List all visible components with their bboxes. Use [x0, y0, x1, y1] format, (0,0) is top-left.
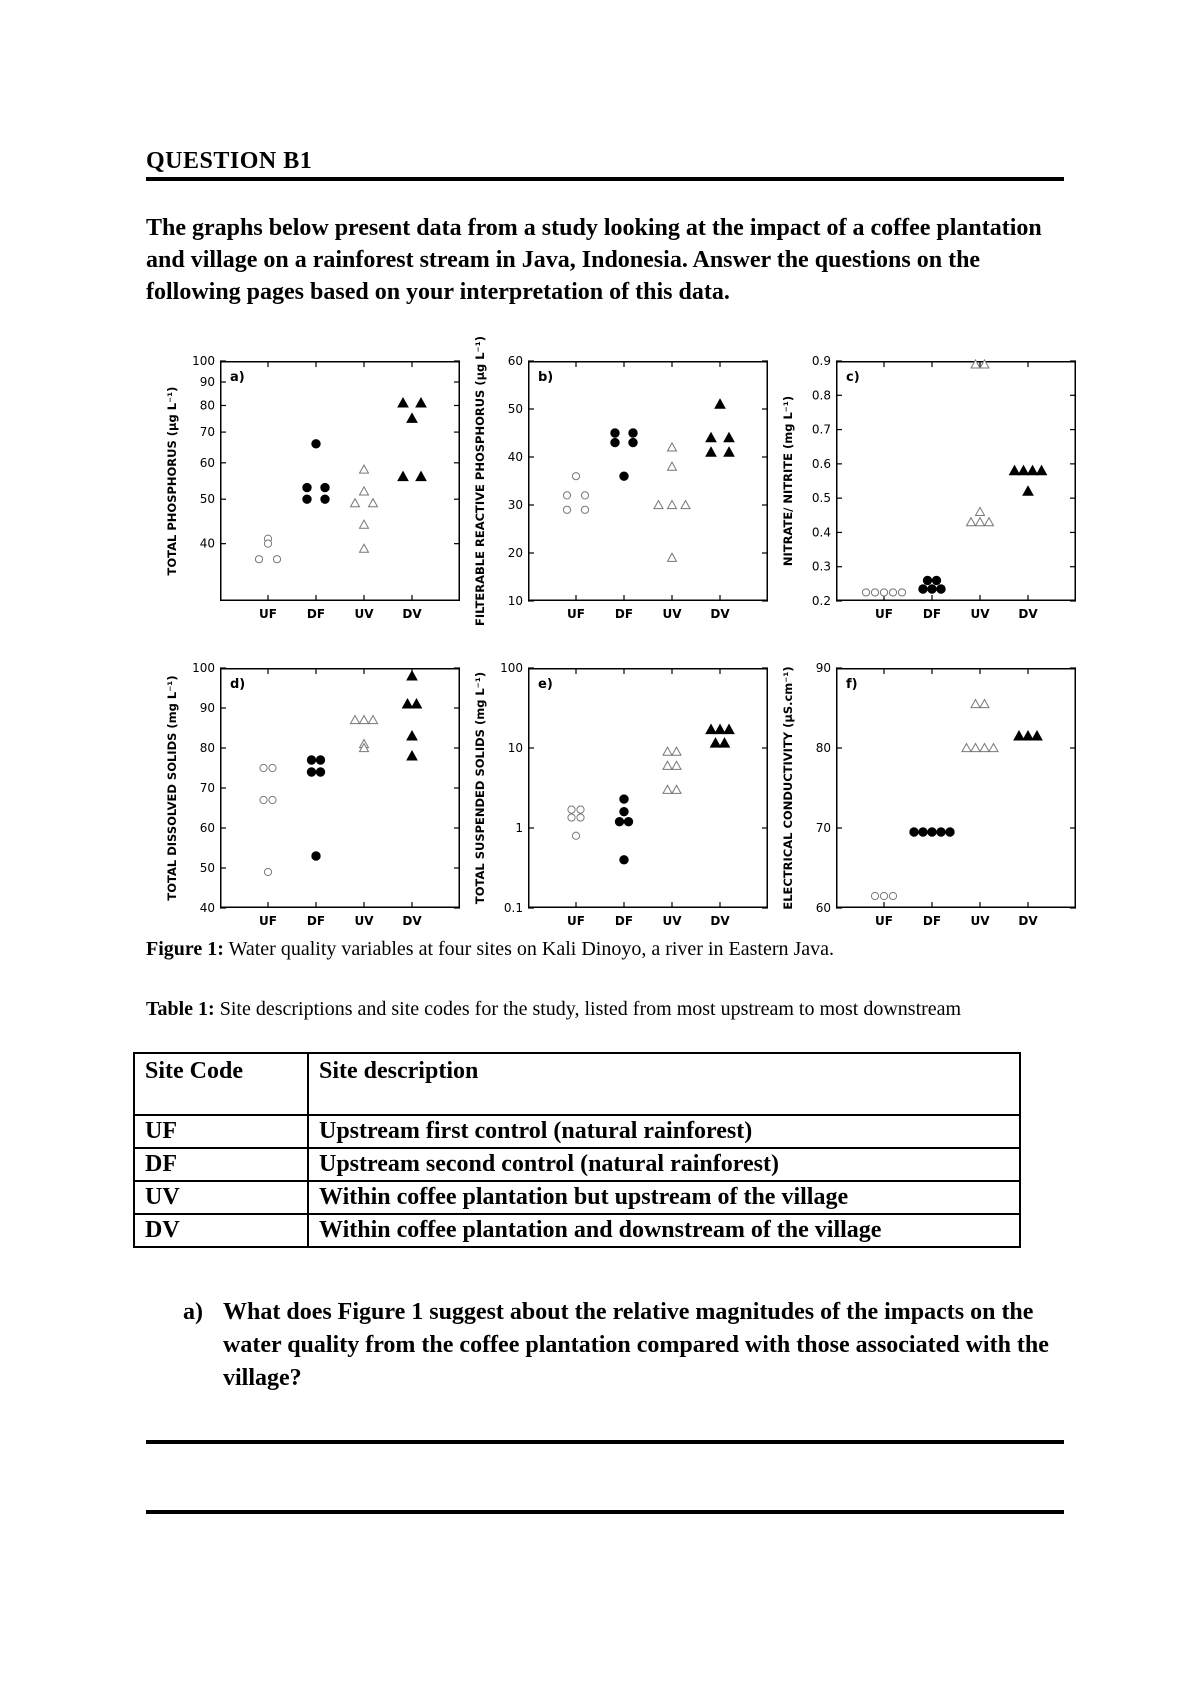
plot-frame [221, 669, 460, 908]
data-point-open-triangle [351, 499, 360, 507]
answer-line-2[interactable] [146, 1510, 1064, 1514]
data-point-open-triangle [668, 462, 677, 470]
x-category-label: DV [1018, 914, 1038, 928]
panel-label: c) [846, 370, 860, 385]
data-point-open-triangle [654, 501, 663, 509]
site-code: UV [134, 1181, 308, 1214]
question-a-label: a) [183, 1299, 203, 1325]
data-point-filled-triangle [720, 738, 730, 747]
panel-label: d) [230, 677, 246, 692]
data-point-open-circle [880, 589, 887, 596]
x-category-label: UV [662, 914, 682, 928]
data-point-filled-triangle [1010, 466, 1020, 475]
plot-frame [837, 669, 1076, 908]
data-point-filled-triangle [407, 671, 417, 680]
site-description: Upstream first control (natural rainforest) [308, 1115, 1020, 1148]
data-point-open-circle [581, 506, 588, 513]
data-point-filled-triangle [1023, 486, 1033, 495]
site-description: Within coffee plantation but upstream of the village [308, 1181, 1020, 1214]
y-tick-label: 90 [199, 375, 215, 390]
data-point-filled-circle [928, 828, 936, 836]
data-point-open-triangle [668, 443, 677, 451]
header-site-code: Site Code [134, 1053, 308, 1115]
table-row [134, 1181, 1020, 1214]
y-axis-title: ELECTRICAL CONDUCTIVITY (µS.cm⁻¹) [781, 666, 795, 910]
site-table [133, 1052, 1021, 1248]
data-point-filled-triangle [706, 725, 716, 734]
y-tick-label: 80 [815, 741, 831, 755]
y-tick-label: 0.5 [811, 491, 831, 506]
y-axis-title: TOTAL PHOSPHORUS (µg L⁻¹) [165, 386, 179, 576]
data-point-filled-circle [303, 483, 311, 491]
data-point-open-circle [889, 589, 896, 596]
data-point-filled-circle [316, 756, 324, 764]
data-point-filled-circle [620, 807, 628, 815]
data-point-open-triangle [980, 744, 989, 752]
x-category-label: DF [922, 607, 942, 621]
site-code: UF [134, 1115, 308, 1148]
table-row [134, 1214, 1020, 1247]
question-a-text: What does Figure 1 suggest about the relative magnitudes of the impacts on the water quality from the coffee plantation compared with those associated with the village? [223, 1299, 1049, 1391]
x-category-label: UF [875, 914, 893, 928]
data-point-filled-circle [928, 585, 936, 593]
y-tick-label: 0.3 [811, 559, 831, 574]
data-point-filled-circle [615, 817, 623, 825]
x-category-label: UF [259, 607, 277, 621]
data-point-filled-circle [937, 828, 945, 836]
data-point-open-circle [581, 492, 588, 499]
data-point-filled-triangle [398, 472, 408, 481]
data-point-filled-triangle [412, 699, 422, 708]
data-point-filled-circle [321, 483, 329, 491]
data-point-open-triangle [985, 518, 994, 526]
x-category-label: DV [710, 914, 730, 928]
y-tick-label: 1 [515, 821, 523, 835]
y-axis-title: TOTAL SUSPENDED SOLIDS (mg L⁻¹) [473, 671, 487, 905]
data-point-open-triangle [668, 501, 677, 509]
data-point-filled-triangle [715, 725, 725, 734]
y-tick-label: 80 [199, 741, 215, 755]
data-point-filled-triangle [1028, 466, 1038, 475]
y-tick-label: 60 [199, 821, 215, 835]
data-point-filled-triangle [416, 398, 426, 407]
data-point-filled-triangle [1037, 466, 1047, 475]
data-point-filled-circle [946, 828, 954, 836]
data-point-open-triangle [971, 744, 980, 752]
data-point-filled-circle [611, 429, 619, 437]
data-point-open-circle [269, 796, 276, 803]
data-point-open-triangle [663, 785, 672, 793]
site-code: DV [134, 1214, 308, 1247]
y-tick-label: 70 [199, 425, 215, 440]
y-tick-label: 50 [507, 402, 523, 416]
x-category-label: DV [402, 914, 422, 928]
data-point-open-circle [264, 868, 271, 875]
data-point-open-triangle [681, 501, 690, 509]
data-point-open-triangle [980, 700, 989, 708]
data-point-open-circle [260, 764, 267, 771]
data-point-open-circle [871, 589, 878, 596]
chart-f [781, 661, 1076, 928]
x-category-label: DF [614, 607, 634, 621]
data-point-filled-triangle [1023, 731, 1033, 740]
data-point-open-circle [862, 589, 869, 596]
data-point-filled-triangle [407, 751, 417, 760]
data-point-open-triangle [976, 518, 985, 526]
y-tick-label: 60 [815, 901, 831, 915]
panel-label: e) [538, 677, 553, 692]
header-site-description: Site description [308, 1053, 1020, 1115]
y-tick-label: 70 [815, 821, 831, 835]
y-tick-label: 90 [199, 701, 215, 715]
y-tick-label: 20 [507, 546, 523, 560]
data-point-filled-triangle [724, 433, 734, 442]
data-point-open-triangle [351, 716, 360, 724]
site-description: Upstream second control (natural rainforest) [308, 1148, 1020, 1181]
data-point-open-circle [563, 506, 570, 513]
y-tick-label: 50 [199, 492, 215, 507]
y-tick-label: 40 [199, 901, 215, 915]
intro-paragraph: The graphs below present data from a study looking at the impact of a coffee plantation and village on a rainforest stream in Java, Indonesia. Answer the questions on the following pages based on your interpretation of this data. [146, 215, 1042, 305]
data-point-filled-circle [321, 495, 329, 503]
y-tick-label: 90 [815, 661, 831, 675]
x-category-label: DF [306, 914, 326, 928]
figure-caption-text: Water quality variables at four sites on Kali Dinoyo, a river in Eastern Java. [228, 938, 835, 960]
data-point-open-circle [889, 892, 896, 899]
data-point-open-triangle [663, 761, 672, 769]
title-rule [146, 177, 1064, 181]
question-a [183, 1296, 1063, 1395]
chart-e [473, 661, 768, 928]
data-point-open-triangle [369, 499, 378, 507]
data-point-open-circle [577, 806, 584, 813]
y-axis-title: NITRATE/ NITRITE (mg L⁻¹) [781, 395, 795, 567]
data-point-filled-triangle [711, 738, 721, 747]
data-point-filled-circle [316, 768, 324, 776]
x-category-label: UV [970, 914, 990, 928]
data-point-open-circle [269, 764, 276, 771]
site-code: DF [134, 1148, 308, 1181]
y-tick-label: 10 [507, 594, 523, 608]
panel-label: f) [846, 677, 858, 692]
data-point-filled-triangle [407, 413, 417, 422]
data-point-filled-circle [611, 438, 619, 446]
x-category-label: UF [259, 914, 277, 928]
data-point-open-circle [572, 832, 579, 839]
data-point-filled-triangle [706, 433, 716, 442]
data-point-filled-triangle [1032, 731, 1042, 740]
answer-line-1[interactable] [146, 1440, 1064, 1444]
y-tick-label: 0.6 [811, 456, 831, 471]
y-tick-label: 10 [507, 741, 523, 755]
x-category-label: UF [875, 607, 893, 621]
chart-a [165, 354, 460, 621]
x-category-label: DF [922, 914, 942, 928]
y-tick-label: 0.7 [811, 422, 831, 437]
data-point-filled-circle [620, 472, 628, 480]
data-point-filled-circle [307, 756, 315, 764]
y-tick-label: 40 [199, 536, 215, 551]
data-point-filled-circle [919, 585, 927, 593]
data-point-open-triangle [360, 465, 369, 473]
plot-frame [837, 362, 1076, 601]
x-category-label: UF [567, 914, 585, 928]
data-point-filled-circle [629, 438, 637, 446]
plot-frame [529, 669, 768, 908]
data-point-open-circle [568, 806, 575, 813]
data-point-open-triangle [976, 507, 985, 515]
table-header-row [134, 1053, 1020, 1115]
data-point-open-circle [260, 796, 267, 803]
data-point-open-triangle [360, 544, 369, 552]
data-point-open-triangle [672, 747, 681, 755]
table-caption [146, 996, 1076, 1022]
table-row [134, 1115, 1020, 1148]
data-point-filled-circle [629, 429, 637, 437]
data-point-open-triangle [672, 761, 681, 769]
data-point-filled-circle [919, 828, 927, 836]
y-tick-label: 30 [507, 498, 523, 512]
panel-label: b) [538, 370, 554, 385]
x-category-label: UF [567, 607, 585, 621]
data-point-open-circle [264, 540, 271, 547]
data-point-filled-circle [312, 440, 320, 448]
x-category-label: DF [614, 914, 634, 928]
x-category-label: DV [710, 607, 730, 621]
data-point-filled-triangle [407, 731, 417, 740]
data-point-open-triangle [663, 747, 672, 755]
data-point-filled-triangle [724, 725, 734, 734]
data-point-filled-circle [624, 817, 632, 825]
y-axis-title: TOTAL DISSOLVED SOLIDS (mg L⁻¹) [165, 675, 179, 901]
data-point-open-triangle [360, 716, 369, 724]
data-point-open-triangle [672, 785, 681, 793]
site-description: Within coffee plantation and downstream of the village [308, 1214, 1020, 1247]
data-point-filled-circle [303, 495, 311, 503]
data-point-open-circle [273, 556, 280, 563]
figure-label: Figure 1: [146, 938, 224, 960]
data-point-filled-triangle [1014, 731, 1024, 740]
data-point-filled-circle [910, 828, 918, 836]
data-point-open-triangle [668, 553, 677, 561]
y-tick-label: 0.1 [503, 901, 523, 915]
data-point-filled-triangle [416, 472, 426, 481]
x-category-label: UV [354, 914, 374, 928]
chart-c [781, 354, 1076, 621]
data-point-filled-triangle [1019, 466, 1029, 475]
table-row [134, 1148, 1020, 1181]
data-point-open-triangle [989, 744, 998, 752]
chart-b [473, 336, 768, 626]
data-point-filled-triangle [706, 447, 716, 456]
data-point-filled-triangle [724, 447, 734, 456]
table-label: Table 1: [146, 998, 215, 1020]
data-point-filled-circle [937, 585, 945, 593]
y-tick-label: 0.9 [811, 354, 831, 368]
x-category-label: UV [662, 607, 682, 621]
data-point-open-triangle [967, 518, 976, 526]
figure-caption [146, 938, 834, 961]
y-tick-label: 40 [507, 450, 523, 464]
y-tick-label: 0.2 [811, 594, 831, 608]
y-tick-label: 60 [507, 354, 523, 368]
chart-d [165, 661, 460, 928]
y-axis-title: FILTERABLE REACTIVE PHOSPHORUS (µg L⁻¹) [473, 336, 487, 626]
plot-frame [529, 362, 768, 601]
x-category-label: DF [306, 607, 326, 621]
y-tick-label: 60 [199, 455, 215, 470]
y-tick-label: 100 [192, 661, 215, 675]
data-point-open-circle [568, 814, 575, 821]
data-point-filled-circle [307, 768, 315, 776]
data-point-filled-circle [312, 852, 320, 860]
data-point-open-circle [255, 556, 262, 563]
table-caption-text: Site descriptions and site codes for the study, listed from most upstream to most downstream [219, 998, 962, 1020]
data-point-open-triangle [962, 744, 971, 752]
question-title: QUESTION B1 [146, 148, 313, 174]
x-category-label: DV [402, 607, 422, 621]
data-point-filled-triangle [398, 398, 408, 407]
data-point-filled-triangle [403, 699, 413, 708]
data-point-filled-circle [620, 795, 628, 803]
panel-label: a) [230, 370, 245, 385]
data-point-open-circle [577, 814, 584, 821]
data-point-open-triangle [360, 487, 369, 495]
data-point-filled-triangle [715, 399, 725, 408]
data-point-open-circle [880, 892, 887, 899]
x-category-label: UV [354, 607, 374, 621]
y-tick-label: 0.4 [811, 525, 831, 540]
y-tick-label: 100 [192, 354, 215, 368]
y-tick-label: 50 [199, 861, 215, 875]
x-category-label: DV [1018, 607, 1038, 621]
data-point-open-circle [572, 473, 579, 480]
data-point-filled-circle [620, 856, 628, 864]
x-category-label: UV [970, 607, 990, 621]
y-tick-label: 100 [500, 661, 523, 675]
data-point-open-triangle [360, 520, 369, 528]
data-point-open-triangle [971, 700, 980, 708]
y-tick-label: 70 [199, 781, 215, 795]
data-point-open-circle [871, 892, 878, 899]
data-point-open-circle [563, 492, 570, 499]
data-point-open-circle [898, 589, 905, 596]
y-tick-label: 80 [199, 398, 215, 413]
data-point-filled-circle [932, 576, 940, 584]
data-point-open-triangle [369, 716, 378, 724]
y-tick-label: 0.8 [811, 388, 831, 403]
data-point-filled-circle [923, 576, 931, 584]
